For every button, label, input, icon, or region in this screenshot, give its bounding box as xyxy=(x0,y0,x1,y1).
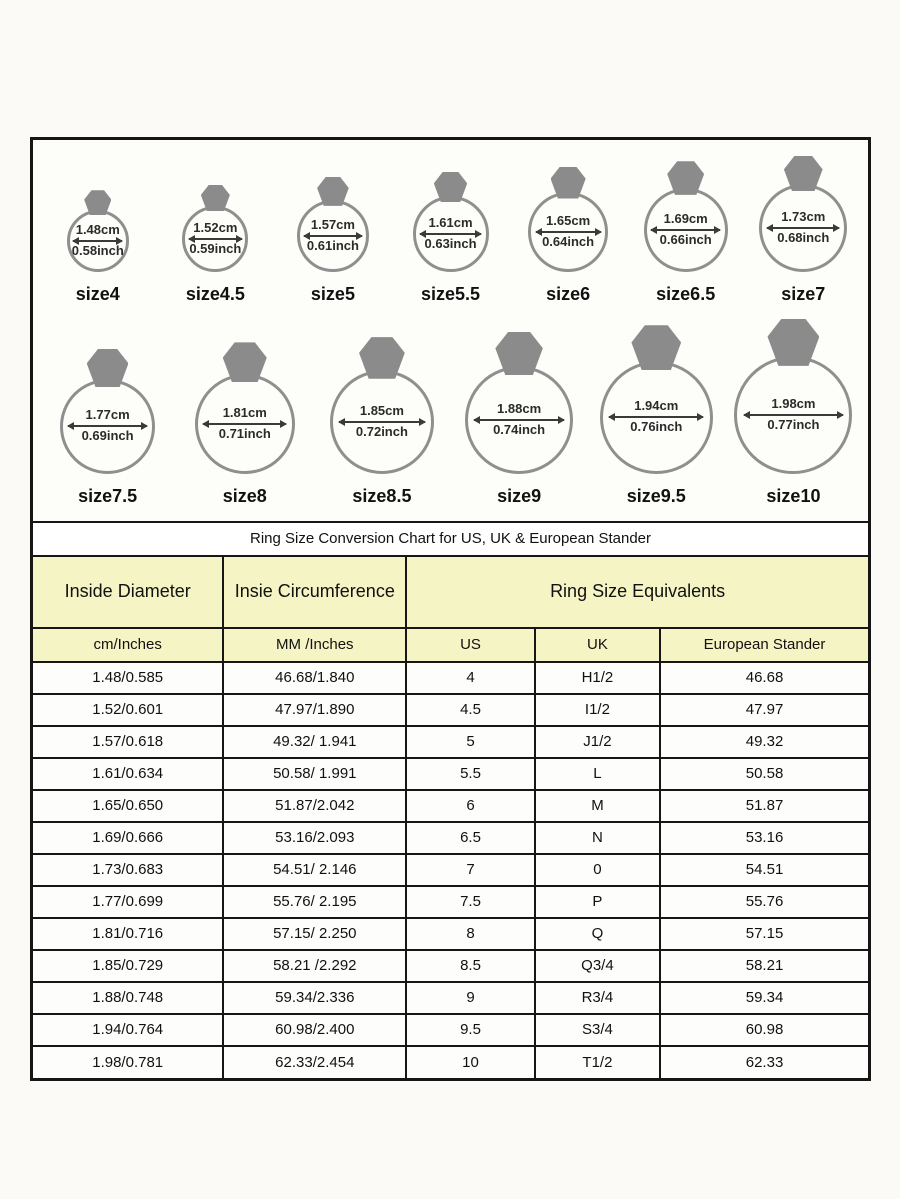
cell-uk-size: P xyxy=(535,886,660,918)
cell-inside-circumference: 46.68/1.840 xyxy=(223,662,406,694)
cell-us-size: 7 xyxy=(406,854,535,886)
diameter-inch-value: 0.61inch xyxy=(306,237,359,253)
ring-circle xyxy=(759,184,847,272)
diameter-annotation xyxy=(536,214,601,250)
ring-graphic xyxy=(195,342,295,474)
subheader-uk: UK xyxy=(535,628,660,662)
ring-size-item-size9 xyxy=(451,332,588,507)
ring-graphic xyxy=(182,185,248,272)
ring-circle xyxy=(67,210,129,272)
cell-inside-circumference: 55.76/ 2.195 xyxy=(223,886,406,918)
diameter-inch-value: 0.77inch xyxy=(767,416,820,432)
cell-european-stander: 53.16 xyxy=(660,822,868,854)
ring-size-item-size4.5 xyxy=(157,185,275,305)
diameter-inch-value: 0.71inch xyxy=(218,425,271,441)
diameter-annotation xyxy=(420,216,482,252)
diameter-annotation xyxy=(73,223,122,259)
cell-uk-size: L xyxy=(535,758,660,790)
ring-size-item-size8.5 xyxy=(313,337,450,507)
cell-inside-diameter: 1.85/0.729 xyxy=(33,950,223,982)
diameter-annotation xyxy=(651,212,720,248)
cell-inside-diameter: 1.94/0.764 xyxy=(33,1014,223,1046)
diameter-cm-value: 1.65cm xyxy=(546,212,591,228)
cell-us-size: 10 xyxy=(406,1046,535,1078)
cell-us-size: 6.5 xyxy=(406,822,535,854)
ring-size-label: size5.5 xyxy=(421,283,481,304)
diameter-annotation xyxy=(609,399,703,435)
ring-graphic xyxy=(600,325,713,474)
cell-european-stander: 51.87 xyxy=(660,790,868,822)
cell-inside-diameter: 1.69/0.666 xyxy=(33,822,223,854)
ring-graphic xyxy=(413,172,489,272)
table-title-row xyxy=(33,523,868,556)
diameter-arrow-icon xyxy=(474,419,564,421)
ring-size-label: size9.5 xyxy=(626,485,686,506)
diameter-inch-value: 0.58inch xyxy=(71,242,124,258)
header-insie-circumference: Insie Circumference xyxy=(223,556,406,628)
ring-graphic xyxy=(297,177,369,272)
cell-european-stander: 47.97 xyxy=(660,694,868,726)
diameter-annotation xyxy=(189,221,242,257)
cell-us-size: 8 xyxy=(406,918,535,950)
table-row xyxy=(33,950,868,982)
diameter-inch-value: 0.63inch xyxy=(424,235,477,251)
cell-us-size: 4 xyxy=(406,662,535,694)
diameter-annotation xyxy=(68,408,146,444)
cell-inside-diameter: 1.61/0.634 xyxy=(33,758,223,790)
ring-size-label: size8.5 xyxy=(352,485,412,506)
diameter-inch-value: 0.66inch xyxy=(659,231,712,247)
table-row xyxy=(33,662,868,694)
ring-size-item-size4 xyxy=(39,190,157,305)
ring-circle xyxy=(297,200,369,272)
diameter-inch-value: 0.76inch xyxy=(630,419,683,435)
cell-inside-diameter: 1.73/0.683 xyxy=(33,854,223,886)
ring-graphic xyxy=(330,337,434,474)
table-row xyxy=(33,982,868,1014)
diameter-inch-value: 0.72inch xyxy=(355,423,408,439)
diameter-annotation xyxy=(339,404,425,440)
table-row xyxy=(33,726,868,758)
cell-us-size: 8.5 xyxy=(406,950,535,982)
cell-european-stander: 58.21 xyxy=(660,950,868,982)
cell-inside-diameter: 1.98/0.781 xyxy=(33,1046,223,1078)
cell-inside-diameter: 1.77/0.699 xyxy=(33,886,223,918)
diameter-arrow-icon xyxy=(203,423,286,425)
header-inside-diameter: Inside Diameter xyxy=(33,556,223,628)
diameter-cm-value: 1.61cm xyxy=(428,214,473,230)
ring-size-item-size6.5 xyxy=(627,161,745,304)
cell-uk-size: N xyxy=(535,822,660,854)
diameter-annotation xyxy=(474,402,564,438)
cell-uk-size: T1/2 xyxy=(535,1046,660,1078)
ring-size-item-size9.5 xyxy=(588,325,725,507)
cell-uk-size: S3/4 xyxy=(535,1014,660,1046)
ring-size-label: size4 xyxy=(75,283,120,304)
cell-european-stander: 49.32 xyxy=(660,726,868,758)
diameter-arrow-icon xyxy=(68,425,146,427)
ring-row-sizes-7.5-to-10 xyxy=(39,319,862,507)
table-row xyxy=(33,1014,868,1046)
table-row xyxy=(33,694,868,726)
ring-size-item-size7.5 xyxy=(39,349,176,507)
ring-size-item-size6 xyxy=(509,167,627,305)
cell-uk-size: J1/2 xyxy=(535,726,660,758)
cell-us-size: 6 xyxy=(406,790,535,822)
cell-european-stander: 54.51 xyxy=(660,854,868,886)
cell-us-size: 9 xyxy=(406,982,535,1014)
diameter-cm-value: 1.81cm xyxy=(222,404,267,420)
diameter-arrow-icon xyxy=(609,416,703,418)
diameter-arrow-icon xyxy=(304,235,362,237)
diameter-arrow-icon xyxy=(73,240,122,242)
ring-graphic xyxy=(734,319,852,474)
table-row xyxy=(33,854,868,886)
diameter-cm-value: 1.57cm xyxy=(310,216,355,232)
table-subheader-row xyxy=(33,628,868,662)
diameter-arrow-icon xyxy=(420,233,482,235)
ring-diagrams-section xyxy=(33,140,868,523)
cell-european-stander: 60.98 xyxy=(660,1014,868,1046)
cell-inside-diameter: 1.57/0.618 xyxy=(33,726,223,758)
diameter-cm-value: 1.85cm xyxy=(359,402,404,418)
subheader-mm-inches: MM /Inches xyxy=(223,628,406,662)
ring-size-item-size7 xyxy=(744,156,862,305)
cell-uk-size: 0 xyxy=(535,854,660,886)
diameter-inch-value: 0.74inch xyxy=(493,421,546,437)
cell-european-stander: 57.15 xyxy=(660,918,868,950)
ring-circle xyxy=(528,192,608,272)
subheader-european-stander: European Stander xyxy=(660,628,868,662)
table-row xyxy=(33,1046,868,1078)
diameter-arrow-icon xyxy=(189,238,242,240)
diameter-annotation xyxy=(767,210,839,246)
cell-inside-diameter: 1.65/0.650 xyxy=(33,790,223,822)
diameter-cm-value: 1.98cm xyxy=(771,395,816,411)
cell-european-stander: 62.33 xyxy=(660,1046,868,1078)
diameter-inch-value: 0.68inch xyxy=(777,229,830,245)
cell-inside-circumference: 49.32/ 1.941 xyxy=(223,726,406,758)
cell-uk-size: H1/2 xyxy=(535,662,660,694)
ring-size-label: size9 xyxy=(497,485,542,506)
ring-graphic xyxy=(465,332,573,474)
cell-inside-circumference: 54.51/ 2.146 xyxy=(223,854,406,886)
ring-circle xyxy=(644,188,728,272)
diameter-annotation xyxy=(203,406,286,442)
cell-inside-circumference: 60.98/2.400 xyxy=(223,1014,406,1046)
table-row xyxy=(33,790,868,822)
cell-inside-diameter: 1.88/0.748 xyxy=(33,982,223,1014)
diameter-arrow-icon xyxy=(536,231,601,233)
diameter-cm-value: 1.48cm xyxy=(75,221,120,237)
cell-inside-circumference: 59.34/2.336 xyxy=(223,982,406,1014)
table-title: Ring Size Conversion Chart for US, UK & European Stander xyxy=(33,523,868,556)
ring-size-label: size8 xyxy=(222,485,267,506)
table-row xyxy=(33,822,868,854)
cell-uk-size: Q xyxy=(535,918,660,950)
cell-us-size: 5.5 xyxy=(406,758,535,790)
subheader-us: US xyxy=(406,628,535,662)
ring-size-label: size4.5 xyxy=(185,283,245,304)
table-group-header-row xyxy=(33,556,868,628)
diameter-inch-value: 0.64inch xyxy=(542,233,595,249)
ring-circle xyxy=(734,356,852,474)
cell-inside-circumference: 50.58/ 1.991 xyxy=(223,758,406,790)
diameter-cm-value: 1.94cm xyxy=(634,398,679,414)
cell-inside-circumference: 62.33/2.454 xyxy=(223,1046,406,1078)
diameter-annotation xyxy=(304,218,362,254)
ring-size-item-size5 xyxy=(274,177,392,305)
diameter-cm-value: 1.73cm xyxy=(781,208,826,224)
diameter-arrow-icon xyxy=(651,229,720,231)
cell-inside-circumference: 53.16/2.093 xyxy=(223,822,406,854)
ring-size-chart-box xyxy=(30,137,871,1081)
cell-inside-diameter: 1.81/0.716 xyxy=(33,918,223,950)
ring-circle xyxy=(465,366,573,474)
ring-circle xyxy=(600,361,713,474)
diameter-inch-value: 0.59inch xyxy=(189,240,242,256)
cell-inside-circumference: 58.21 /2.292 xyxy=(223,950,406,982)
diameter-cm-value: 1.69cm xyxy=(663,210,708,226)
ring-graphic xyxy=(759,156,847,272)
cell-uk-size: R3/4 xyxy=(535,982,660,1014)
ring-size-label: size10 xyxy=(766,485,821,506)
ring-circle xyxy=(182,206,248,272)
cell-uk-size: Q3/4 xyxy=(535,950,660,982)
diameter-inch-value: 0.69inch xyxy=(81,428,134,444)
cell-inside-circumference: 57.15/ 2.250 xyxy=(223,918,406,950)
cell-us-size: 9.5 xyxy=(406,1014,535,1046)
ring-graphic xyxy=(67,190,129,272)
cell-us-size: 4.5 xyxy=(406,694,535,726)
ring-graphic xyxy=(644,161,728,271)
cell-uk-size: M xyxy=(535,790,660,822)
cell-european-stander: 55.76 xyxy=(660,886,868,918)
cell-european-stander: 46.68 xyxy=(660,662,868,694)
cell-inside-diameter: 1.52/0.601 xyxy=(33,694,223,726)
table-row xyxy=(33,918,868,950)
cell-european-stander: 59.34 xyxy=(660,982,868,1014)
cell-us-size: 5 xyxy=(406,726,535,758)
ring-graphic xyxy=(60,349,155,474)
ring-size-label: size5 xyxy=(310,283,355,304)
cell-inside-circumference: 51.87/2.042 xyxy=(223,790,406,822)
ring-size-item-size10 xyxy=(725,319,862,507)
table-row xyxy=(33,886,868,918)
subheader-cm-inches: cm/Inches xyxy=(33,628,223,662)
header-ring-size-equivalents: Ring Size Equivalents xyxy=(406,556,868,628)
conversion-table xyxy=(33,523,868,1078)
table-row xyxy=(33,758,868,790)
diameter-cm-value: 1.77cm xyxy=(85,407,130,423)
ring-size-item-size5.5 xyxy=(392,172,510,305)
cell-uk-size: I1/2 xyxy=(535,694,660,726)
ring-size-label: size7 xyxy=(781,283,826,304)
cell-european-stander: 50.58 xyxy=(660,758,868,790)
cell-us-size: 7.5 xyxy=(406,886,535,918)
ring-circle xyxy=(195,374,295,474)
diameter-arrow-icon xyxy=(767,227,839,229)
ring-size-label: size6.5 xyxy=(656,283,716,304)
ring-size-item-size8 xyxy=(176,342,313,507)
ring-size-label: size7.5 xyxy=(78,485,138,506)
cell-inside-diameter: 1.48/0.585 xyxy=(33,662,223,694)
ring-circle xyxy=(413,196,489,272)
diameter-cm-value: 1.88cm xyxy=(497,400,542,416)
cell-inside-circumference: 47.97/1.890 xyxy=(223,694,406,726)
ring-circle xyxy=(330,370,434,474)
diameter-cm-value: 1.52cm xyxy=(193,219,238,235)
ring-circle xyxy=(60,379,155,474)
ring-graphic xyxy=(528,167,608,272)
ring-row-sizes-4-to-7 xyxy=(39,156,862,305)
ring-size-label: size6 xyxy=(546,283,591,304)
diameter-arrow-icon xyxy=(744,414,843,416)
diameter-arrow-icon xyxy=(339,421,425,423)
diameter-annotation xyxy=(744,397,843,433)
